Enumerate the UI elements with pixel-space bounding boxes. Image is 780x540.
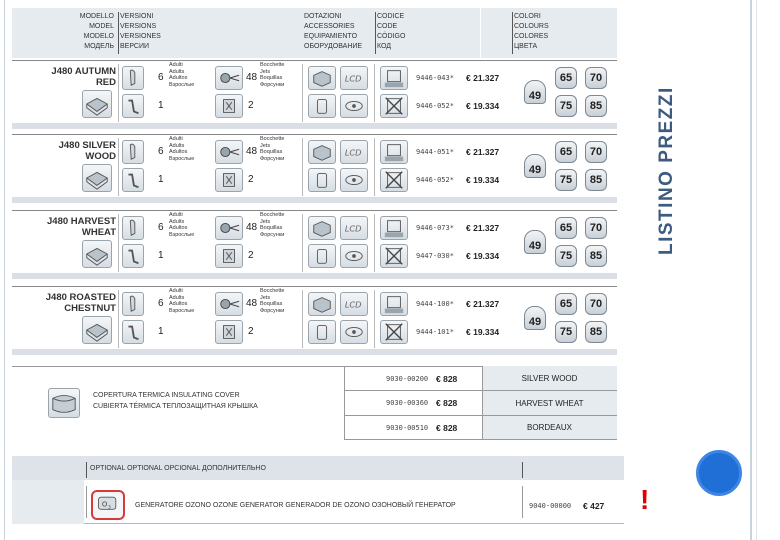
jet-labels: Bocchette Jets Boquillas Форсунки — [260, 136, 285, 162]
lcd-icon — [340, 66, 368, 90]
cover-color: BORDEAUX — [527, 423, 572, 432]
adult-labels: Adulti Adults Adultos Взрослые — [169, 212, 195, 238]
row-divider — [118, 214, 119, 272]
size-badge-75: 75 — [555, 95, 577, 117]
cover-color: SILVER WOOD — [521, 374, 578, 383]
header-divider — [86, 462, 87, 478]
pump-icon — [215, 168, 243, 192]
blue-circle-button[interactable] — [696, 450, 742, 496]
filter-icon — [308, 94, 336, 118]
product-code-b: 9444-101* — [416, 328, 454, 336]
header-code: CODICE CODE CÓDIGO КОД — [377, 13, 406, 50]
pumps-count: 2 — [248, 250, 254, 261]
row-divider — [118, 64, 119, 122]
insulating-cover-table — [12, 366, 617, 440]
size-badge-70: 70 — [585, 293, 607, 315]
cover-price: € 828 — [436, 423, 458, 433]
row-divider — [302, 290, 303, 348]
alert-icon: ! — [640, 484, 650, 515]
cover-icon — [308, 140, 336, 164]
cover-icon — [308, 216, 336, 240]
header-divider — [118, 12, 119, 54]
product-name: J480 AUTUMN RED — [51, 66, 116, 88]
cover-code: 9030-00360 — [386, 399, 429, 407]
page-border-right — [750, 0, 752, 540]
svg-text:LCD: LCD — [344, 223, 362, 234]
adults-count: 6 — [158, 298, 164, 309]
lounge-count: 1 — [158, 250, 164, 261]
size-badge-65: 65 — [555, 141, 577, 163]
size-badge-49: 49 — [524, 230, 546, 254]
lounge-count: 1 — [158, 100, 164, 111]
product-row — [12, 134, 617, 202]
jets-count: 48 — [246, 72, 258, 83]
price-a: € 21.327 — [466, 147, 500, 157]
product-name: J480 ROASTED CHESTNUT — [45, 292, 116, 314]
filter-icon — [308, 244, 336, 268]
pump-icon — [215, 320, 243, 344]
size-badge-75: 75 — [555, 169, 577, 191]
product-code-a: 9446-043* — [416, 74, 454, 82]
table-header — [12, 8, 617, 58]
cover-label-line1: COPERTURA TERMICA INSULATING COVER — [93, 392, 240, 399]
table-divider — [86, 486, 87, 518]
size-badge-49: 49 — [524, 80, 546, 104]
no-stereo-icon — [380, 94, 408, 118]
table-rule — [344, 390, 617, 391]
cover-icon — [308, 66, 336, 90]
optional-item: GENERATORE OZONO OZONE GENERATOR GENERADOR DE OZONO ОЗОНОВЫЙ ГЕНЕРАТОР — [135, 502, 456, 509]
product-row — [12, 286, 617, 354]
jet-icon — [215, 140, 243, 164]
row-divider — [302, 64, 303, 122]
optional-header — [12, 456, 624, 480]
page-border-right-inner — [756, 0, 757, 540]
product-code-b: 9446-052* — [416, 176, 454, 184]
svg-text:LCD: LCD — [344, 299, 362, 310]
audio-icon — [340, 94, 368, 118]
hot-tub-icon — [82, 240, 112, 268]
size-badge-85: 85 — [585, 95, 607, 117]
product-code-b: 9447-030* — [416, 252, 454, 260]
audio-icon — [340, 320, 368, 344]
adult-labels: Adulti Adults Adultos Взрослые — [169, 136, 195, 162]
lounge-count: 1 — [158, 174, 164, 185]
cover-code: 9030-00510 — [386, 424, 429, 432]
price-b: € 19.334 — [466, 175, 500, 185]
adult-seat-icon — [122, 140, 144, 164]
cover-code: 9030-00200 — [386, 375, 429, 383]
hot-tub-icon — [82, 164, 112, 192]
no-stereo-icon — [380, 244, 408, 268]
jet-labels: Bocchette Jets Boquillas Форсунки — [260, 212, 285, 238]
adult-labels: Adulti Adults Adultos Взрослые — [169, 288, 195, 314]
size-badge-85: 85 — [585, 169, 607, 191]
price-a: € 21.327 — [466, 299, 500, 309]
cover-price: € 828 — [436, 398, 458, 408]
product-name: J480 SILVER WOOD — [58, 140, 116, 162]
svg-text:LCD: LCD — [344, 147, 362, 158]
row-rule — [12, 60, 617, 61]
header-version: VERSIONI VERSIONS VERSIONES ВЕРСИИ — [120, 13, 161, 50]
ozone-generator-icon — [91, 490, 125, 520]
optional-shade — [12, 480, 84, 524]
jets-count: 48 — [246, 298, 258, 309]
audio-icon — [340, 168, 368, 192]
svg-text:O: O — [101, 500, 108, 509]
hot-tub-icon — [82, 316, 112, 344]
adult-seat-icon — [122, 66, 144, 90]
row-shade — [12, 349, 617, 355]
row-divider — [118, 138, 119, 196]
price-a: € 21.327 — [466, 223, 500, 233]
lcd-icon — [340, 140, 368, 164]
size-badge-85: 85 — [585, 321, 607, 343]
adult-seat-icon — [122, 292, 144, 316]
table-divider — [522, 486, 523, 518]
pump-icon — [215, 94, 243, 118]
adult-labels: Adulti Adults Adultos Взрослые — [169, 62, 195, 88]
lounge-seat-icon — [122, 320, 144, 344]
product-code-b: 9446-052* — [416, 102, 454, 110]
row-shade — [12, 197, 617, 203]
price-a: € 21.327 — [466, 73, 500, 83]
product-code-a: 9444-051* — [416, 148, 454, 156]
lounge-count: 1 — [158, 326, 164, 337]
size-badge-49: 49 — [524, 154, 546, 178]
adults-count: 6 — [158, 146, 164, 157]
row-divider — [374, 64, 375, 122]
product-name: J480 HARVEST WHEAT — [47, 216, 116, 238]
size-badge-75: 75 — [555, 245, 577, 267]
pumps-count: 2 — [248, 100, 254, 111]
cover-icon — [308, 292, 336, 316]
stereo-icon — [380, 216, 408, 240]
row-shade — [12, 273, 617, 279]
audio-icon — [340, 244, 368, 268]
product-code-a: 9444-100* — [416, 300, 454, 308]
optional-title: OPTIONAL OPTIONAL OPCIONAL ДОПОЛНИТЕЛЬНО — [90, 465, 266, 472]
row-divider — [374, 214, 375, 272]
product-row — [12, 60, 617, 128]
pumps-count: 2 — [248, 326, 254, 337]
no-stereo-icon — [380, 168, 408, 192]
cover-color: HARVEST WHEAT — [515, 399, 584, 408]
no-stereo-icon — [380, 320, 408, 344]
product-code-a: 9446-073* — [416, 224, 454, 232]
row-divider — [374, 290, 375, 348]
svg-text:LCD: LCD — [344, 73, 362, 84]
table-rule — [344, 439, 617, 440]
row-divider — [118, 290, 119, 348]
size-badge-65: 65 — [555, 67, 577, 89]
size-badge-75: 75 — [555, 321, 577, 343]
lounge-seat-icon — [122, 94, 144, 118]
size-badge-70: 70 — [585, 67, 607, 89]
adult-seat-icon — [122, 216, 144, 240]
row-divider — [302, 138, 303, 196]
adults-count: 6 — [158, 222, 164, 233]
size-badge-70: 70 — [585, 217, 607, 239]
side-title: LISTINO PREZZI — [656, 86, 677, 255]
size-badge-70: 70 — [585, 141, 607, 163]
optional-code: 9040-00000 — [529, 502, 572, 510]
header-equipment: DOTAZIONI ACCESSORIES EQUIPAMIENTO ОБОРУДОВАНИЕ — [304, 13, 363, 50]
size-badge-65: 65 — [555, 293, 577, 315]
size-badge-49: 49 — [524, 306, 546, 330]
row-divider — [302, 214, 303, 272]
lcd-icon — [340, 292, 368, 316]
optional-row — [12, 480, 624, 524]
jet-icon — [215, 66, 243, 90]
jet-icon — [215, 216, 243, 240]
pumps-count: 2 — [248, 174, 254, 185]
filter-icon — [308, 320, 336, 344]
size-badge-85: 85 — [585, 245, 607, 267]
header-gap — [480, 8, 481, 58]
lounge-seat-icon — [122, 168, 144, 192]
size-badge-65: 65 — [555, 217, 577, 239]
table-divider — [344, 366, 345, 440]
jets-count: 48 — [246, 222, 258, 233]
price-b: € 19.334 — [466, 251, 500, 261]
jet-labels: Bocchette Jets Boquillas Форсунки — [260, 288, 285, 314]
cover-price: € 828 — [436, 374, 458, 384]
table-rule — [344, 415, 617, 416]
row-divider — [374, 138, 375, 196]
lounge-seat-icon — [122, 244, 144, 268]
stereo-icon — [380, 140, 408, 164]
hot-tub-icon — [82, 90, 112, 118]
row-rule — [12, 134, 617, 135]
header-divider — [512, 12, 513, 54]
insulating-cover-icon — [48, 388, 80, 418]
jet-labels: Bocchette Jets Boquillas Форсунки — [260, 62, 285, 88]
page-border-left — [4, 0, 5, 540]
filter-icon — [308, 168, 336, 192]
price-b: € 19.334 — [466, 101, 500, 111]
row-rule — [12, 286, 617, 287]
header-model: MODELLO MODEL MODELO МОДЕЛЬ — [79, 13, 114, 50]
jets-count: 48 — [246, 146, 258, 157]
optional-price: € 427 — [583, 501, 605, 511]
stereo-icon — [380, 66, 408, 90]
header-divider — [522, 462, 523, 478]
lcd-icon — [340, 216, 368, 240]
product-row — [12, 210, 617, 278]
adults-count: 6 — [158, 72, 164, 83]
header-colors: COLORI COLOURS COLORES ЦВЕТА — [514, 13, 549, 50]
row-rule — [12, 210, 617, 211]
row-shade — [12, 123, 617, 129]
cover-label-line2: CUBIERTA TÉRMICA ТЕПЛОЗАЩИТНАЯ КРЫШКА — [93, 403, 258, 410]
header-divider — [375, 12, 376, 54]
jet-icon — [215, 292, 243, 316]
stereo-icon — [380, 292, 408, 316]
price-b: € 19.334 — [466, 327, 500, 337]
pump-icon — [215, 244, 243, 268]
svg-text:3: 3 — [108, 505, 111, 511]
